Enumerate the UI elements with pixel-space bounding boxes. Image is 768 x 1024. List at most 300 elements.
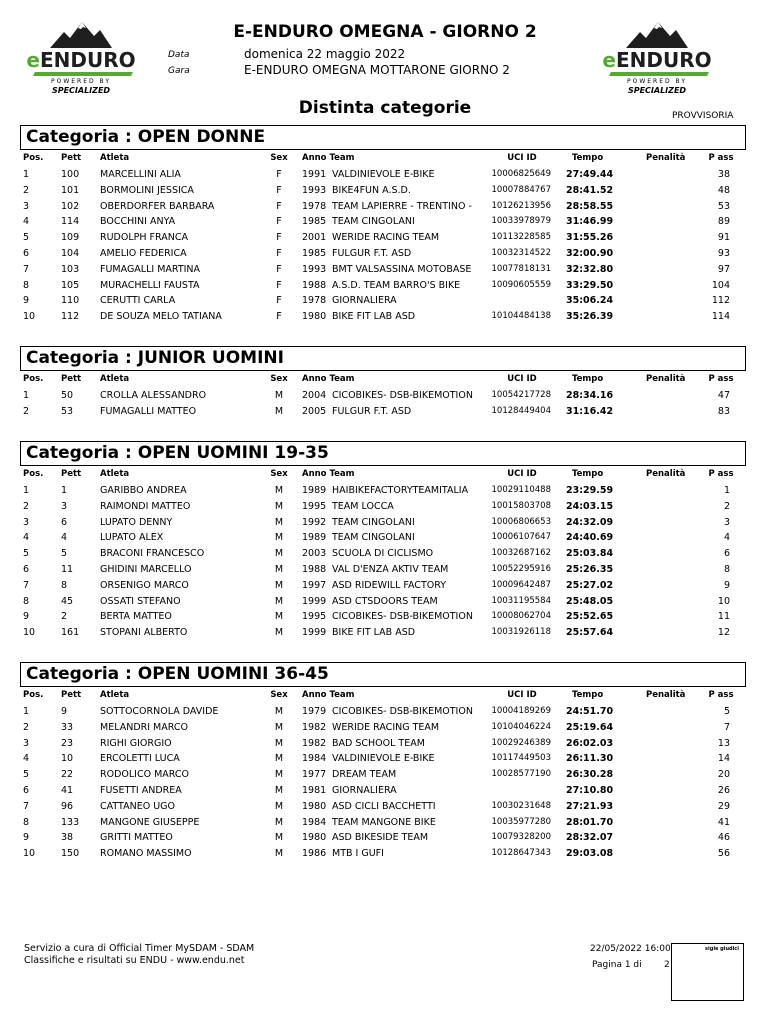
mountain-icon	[626, 22, 688, 48]
bib-cell: 33	[61, 721, 74, 733]
sex-cell: M	[274, 848, 284, 860]
overall-rank-cell: 104	[711, 279, 730, 291]
team-cell: CICOBIKES- DSB-BIKEMOTION	[332, 611, 473, 623]
status-label: PROVVISORIA	[672, 111, 734, 121]
position-cell: 9	[23, 832, 30, 844]
overall-rank-cell: 8	[723, 563, 730, 575]
athlete-cell: FUSETTI ANDREA	[100, 784, 182, 796]
overall-rank-cell: 3	[723, 516, 730, 528]
year-cell: 1993	[302, 184, 327, 196]
position-cell: 7	[23, 579, 30, 591]
column-header-sex: Sex	[270, 153, 288, 163]
time-cell: 24:51.70	[566, 706, 614, 717]
athlete-cell: FUMAGALLI MARTINA	[100, 263, 201, 275]
overall-rank-cell: 47	[717, 390, 730, 401]
position-cell: 5	[23, 548, 30, 560]
year-cell: 1984	[302, 816, 327, 828]
team-cell: TEAM CINGOLANI	[332, 532, 415, 544]
team-cell: GIORNALIERA	[332, 784, 397, 796]
year-cell: 1986	[302, 848, 327, 860]
bib-cell: 103	[61, 263, 80, 275]
team-cell: WERIDE RACING TEAM	[332, 721, 440, 733]
athlete-cell: GHIDINI MARCELLO	[100, 563, 192, 575]
time-cell: 28:32.07	[566, 832, 614, 844]
table-row	[20, 166, 746, 182]
position-cell: 10	[23, 848, 36, 860]
athlete-cell: CROLLA ALESSANDRO	[100, 390, 207, 401]
year-cell: 1980	[302, 832, 327, 844]
overall-rank-cell: 2	[723, 500, 730, 512]
overall-rank-cell: 83	[717, 405, 730, 417]
team-cell: DREAM TEAM	[332, 769, 397, 781]
signature-box	[671, 943, 744, 1001]
year-cell: 1995	[302, 611, 327, 623]
position-cell: 1	[23, 706, 30, 717]
year-cell: 1982	[302, 737, 327, 749]
time-cell: 25:26.35	[566, 563, 614, 575]
overall-rank-cell: 1	[723, 485, 730, 496]
sex-cell: M	[274, 706, 284, 717]
uci-id-cell: 10054217728	[491, 390, 551, 400]
athlete-cell: BRACONI FRANCESCO	[100, 548, 205, 560]
overall-rank-cell: 48	[717, 184, 730, 196]
table-row	[20, 387, 746, 403]
time-cell: 31:55.26	[566, 232, 614, 244]
sex-cell: F	[276, 295, 282, 307]
time-cell: 28:41.52	[566, 184, 614, 196]
column-header-atleta: Atleta	[100, 153, 130, 163]
column-header-uci: UCI ID	[507, 469, 537, 479]
uci-id-cell: 10128449404	[491, 405, 551, 416]
year-cell: 1992	[302, 516, 327, 528]
column-header-sex: Sex	[270, 469, 288, 479]
column-header-pos: Pos.	[23, 374, 44, 384]
uci-id-cell: 10090605559	[491, 279, 551, 290]
athlete-cell: RUDOLPH FRANCA	[100, 232, 188, 244]
time-cell: 25:19.64	[566, 721, 614, 733]
uci-id-cell: 10029110488	[491, 485, 551, 495]
table-row	[20, 308, 746, 324]
time-cell: 23:29.59	[566, 485, 614, 496]
table-row	[20, 766, 746, 782]
table-row	[20, 829, 746, 845]
time-cell: 29:03.08	[566, 848, 614, 860]
logo-brand: SPECIALIZED	[51, 86, 111, 95]
sex-cell: M	[274, 500, 284, 512]
year-cell: 1997	[302, 579, 327, 591]
overall-rank-cell: 29	[717, 800, 730, 812]
bib-cell: 38	[61, 832, 74, 844]
overall-rank-cell: 4	[723, 532, 730, 544]
column-header-pett: Pett	[61, 469, 82, 479]
overall-rank-cell: 114	[711, 311, 730, 323]
overall-rank-cell: 91	[717, 232, 730, 244]
overall-rank-cell: 7	[723, 721, 730, 733]
position-cell: 5	[23, 232, 30, 244]
time-cell: 26:02.03	[566, 737, 614, 749]
bib-cell: 11	[61, 563, 74, 575]
bib-cell: 112	[61, 311, 80, 323]
time-cell: 25:27.02	[566, 579, 614, 591]
overall-rank-cell: 53	[717, 200, 730, 212]
overall-rank-cell: 11	[717, 611, 730, 623]
bib-cell: 161	[61, 627, 80, 639]
logo-swoosh	[609, 72, 709, 76]
bib-cell: 50	[61, 390, 74, 401]
overall-rank-cell: 26	[717, 784, 730, 796]
athlete-cell: BOCCHINI ANYA	[100, 216, 176, 228]
time-cell: 24:03.15	[566, 500, 614, 512]
column-header-pass: P ass	[708, 690, 734, 700]
sex-cell: M	[274, 532, 284, 544]
time-cell: 33:29.50	[566, 279, 614, 291]
category-title: Categoria : OPEN UOMINI 19-35	[20, 441, 746, 466]
overall-rank-cell: 112	[711, 295, 730, 307]
table-row	[20, 798, 746, 814]
sex-cell: F	[276, 200, 282, 212]
time-cell: 31:46.99	[566, 216, 614, 228]
overall-rank-cell: 13	[717, 737, 730, 749]
sex-cell: M	[274, 737, 284, 749]
team-cell: VALDINIEVOLE E-BIKE	[332, 753, 435, 765]
uci-id-cell: 10113228585	[491, 232, 551, 243]
uci-id-cell: 10031926118	[491, 627, 551, 638]
sex-cell: F	[276, 184, 282, 196]
bib-cell: 2	[61, 611, 68, 623]
uci-id-cell: 10128647343	[491, 848, 551, 859]
sex-cell: M	[274, 627, 284, 639]
data-label: Data	[168, 50, 190, 60]
athlete-cell: MANGONE GIUSEPPE	[100, 816, 200, 828]
year-cell: 2001	[302, 232, 327, 244]
column-header-pos: Pos.	[23, 153, 44, 163]
table-row	[20, 182, 746, 198]
page-total: 2	[664, 960, 670, 970]
table-row	[20, 703, 746, 719]
column-header-anno-team: Anno Team	[302, 374, 355, 384]
time-cell: 27:10.80	[566, 784, 614, 796]
bib-cell: 45	[61, 595, 74, 607]
overall-rank-cell: 93	[717, 247, 730, 259]
column-header-pett: Pett	[61, 153, 82, 163]
year-cell: 1980	[302, 311, 327, 323]
uci-id-cell: 10004189269	[491, 706, 551, 716]
time-cell: 26:11.30	[566, 753, 614, 765]
time-cell: 24:40.69	[566, 532, 614, 544]
team-cell: BIKE FIT LAB ASD	[332, 311, 416, 323]
position-cell: 3	[23, 200, 30, 212]
gara-label: Gara	[168, 66, 190, 76]
overall-rank-cell: 97	[717, 263, 730, 275]
year-cell: 1989	[302, 485, 327, 496]
athlete-cell: MURACHELLI FAUSTA	[100, 279, 200, 291]
athlete-cell: FUMAGALLI MATTEO	[100, 405, 197, 417]
athlete-cell: ORSENIGO MARCO	[100, 579, 189, 591]
time-cell: 27:49.44	[566, 169, 614, 180]
footer-service: Servizio a cura di Official Timer MySDAM - SDAM	[24, 943, 255, 954]
column-header-anno-team: Anno Team	[302, 153, 355, 163]
team-cell: MTB I GUFI	[332, 848, 384, 860]
uci-id-cell: 10032314522	[491, 247, 551, 258]
bib-cell: 114	[61, 216, 80, 228]
team-cell: HAIBIKEFACTORYTEAMITALIA	[332, 485, 469, 496]
position-cell: 10	[23, 627, 36, 639]
year-cell: 1993	[302, 263, 327, 275]
athlete-cell: AMELIO FEDERICA	[100, 247, 187, 259]
year-cell: 1977	[302, 769, 327, 781]
time-cell: 27:21.93	[566, 800, 614, 812]
category-section	[20, 662, 746, 861]
bib-cell: 8	[61, 579, 68, 591]
column-header-atleta: Atleta	[100, 374, 130, 384]
column-header-pass: P ass	[708, 374, 734, 384]
athlete-cell: OSSATI STEFANO	[100, 595, 181, 607]
logo-powered-by: POWERED BY	[626, 78, 687, 85]
team-cell: SCUOLA DI CICLISMO	[332, 548, 434, 560]
column-header-pett: Pett	[61, 690, 82, 700]
time-cell: 28:58.55	[566, 200, 614, 212]
year-cell: 1979	[302, 706, 327, 717]
athlete-cell: ROMANO MASSIMO	[100, 848, 192, 860]
athlete-cell: RIGHI GIORGIO	[100, 737, 172, 749]
event-title: E-ENDURO OMEGNA - GIORNO 2	[233, 22, 537, 42]
bib-cell: 150	[61, 848, 80, 860]
enduro-logo-right	[602, 22, 712, 96]
athlete-cell: LUPATO DENNY	[100, 516, 173, 528]
column-header-atleta: Atleta	[100, 690, 130, 700]
sex-cell: F	[276, 279, 282, 291]
sex-cell: F	[276, 232, 282, 244]
table-row	[20, 403, 746, 419]
column-header-row	[20, 687, 746, 703]
sex-cell: F	[276, 216, 282, 228]
column-header-anno-team: Anno Team	[302, 690, 355, 700]
sex-cell: M	[274, 563, 284, 575]
year-cell: 1984	[302, 753, 327, 765]
uci-id-cell: 10029246389	[491, 737, 551, 748]
year-cell: 1985	[302, 247, 327, 259]
position-cell: 3	[23, 737, 30, 749]
year-cell: 1988	[302, 563, 327, 575]
logo-wordmark: eENDURO	[26, 48, 136, 72]
year-cell: 1981	[302, 784, 327, 796]
team-cell: FULGUR F.T. ASD	[332, 405, 412, 417]
table-row	[20, 514, 746, 530]
overall-rank-cell: 14	[717, 753, 730, 765]
uci-id-cell: 10079328200	[491, 832, 551, 843]
year-cell: 1999	[302, 627, 327, 639]
sex-cell: M	[274, 784, 284, 796]
sex-cell: M	[274, 800, 284, 812]
column-header-pass: P ass	[708, 153, 734, 163]
time-cell: 26:30.28	[566, 769, 614, 781]
overall-rank-cell: 89	[717, 216, 730, 228]
bib-cell: 105	[61, 279, 80, 291]
category-section	[20, 346, 746, 419]
uci-id-cell: 10006825649	[491, 169, 551, 179]
uci-id-cell: 10030231648	[491, 800, 551, 811]
bib-cell: 96	[61, 800, 74, 812]
team-cell: BIKE FIT LAB ASD	[332, 627, 416, 639]
time-cell: 32:00.90	[566, 247, 614, 259]
bib-cell: 133	[61, 816, 80, 828]
team-cell: A.S.D. TEAM BARRO'S BIKE	[332, 279, 461, 291]
mountain-icon	[50, 22, 112, 48]
position-cell: 2	[23, 500, 30, 512]
time-cell: 35:06.24	[566, 295, 614, 307]
athlete-cell: ERCOLETTI LUCA	[100, 753, 180, 765]
uci-id-cell: 10008062704	[491, 611, 551, 622]
table-row	[20, 261, 746, 277]
bib-cell: 9	[61, 706, 68, 717]
sex-cell: M	[274, 753, 284, 765]
athlete-cell: SOTTOCORNOLA DAVIDE	[100, 706, 219, 717]
time-cell: 28:01.70	[566, 816, 614, 828]
position-cell: 6	[23, 784, 30, 796]
sex-cell: M	[274, 769, 284, 781]
uci-id-cell: 10006107647	[491, 532, 551, 543]
year-cell: 2003	[302, 548, 327, 560]
overall-rank-cell: 6	[723, 548, 730, 560]
sex-cell: M	[274, 721, 284, 733]
athlete-cell: RAIMONDI MATTEO	[100, 500, 191, 512]
table-row	[20, 593, 746, 609]
table-row	[20, 624, 746, 640]
category-title: Categoria : OPEN DONNE	[20, 125, 746, 150]
overall-rank-cell: 9	[723, 579, 730, 591]
column-header-uci: UCI ID	[507, 374, 537, 384]
position-cell: 5	[23, 769, 30, 781]
bib-cell: 104	[61, 247, 80, 259]
column-header-atleta: Atleta	[100, 469, 130, 479]
uci-id-cell: 10032687162	[491, 548, 551, 559]
overall-rank-cell: 20	[717, 769, 730, 781]
time-cell: 31:16.42	[566, 405, 614, 417]
year-cell: 2005	[302, 405, 327, 417]
time-cell: 24:32.09	[566, 516, 614, 528]
team-cell: TEAM CINGOLANI	[332, 216, 415, 228]
position-cell: 9	[23, 611, 30, 623]
table-row	[20, 782, 746, 798]
column-header-tempo: Tempo	[572, 153, 604, 163]
column-header-row	[20, 371, 746, 387]
table-row	[20, 245, 746, 261]
year-cell: 1978	[302, 200, 327, 212]
table-row	[20, 482, 746, 498]
bib-cell: 100	[61, 169, 80, 180]
position-cell: 4	[23, 753, 30, 765]
team-cell: VALDINIEVOLE E-BIKE	[332, 169, 435, 180]
athlete-cell: MELANDRI MARCO	[100, 721, 188, 733]
column-header-tempo: Tempo	[572, 374, 604, 384]
athlete-cell: LUPATO ALEX	[100, 532, 164, 544]
bib-cell: 41	[61, 784, 74, 796]
uci-id-cell: 10028577190	[491, 769, 551, 780]
bib-cell: 110	[61, 295, 80, 307]
time-cell: 28:34.16	[566, 390, 614, 401]
athlete-cell: OBERDORFER BARBARA	[100, 200, 215, 212]
uci-id-cell: 10031195584	[491, 595, 551, 606]
team-cell: GIORNALIERA	[332, 295, 397, 307]
team-cell: TEAM MANGONE BIKE	[332, 816, 436, 828]
position-cell: 2	[23, 405, 30, 417]
table-row	[20, 545, 746, 561]
team-cell: TEAM LOCCA	[332, 500, 394, 512]
column-header-pett: Pett	[61, 374, 82, 384]
column-header-sex: Sex	[270, 690, 288, 700]
sex-cell: M	[274, 579, 284, 591]
table-row	[20, 292, 746, 308]
year-cell: 1978	[302, 295, 327, 307]
bib-cell: 6	[61, 516, 68, 528]
uci-id-cell: 10007884767	[491, 184, 551, 195]
bib-cell: 22	[61, 769, 74, 781]
sex-cell: F	[276, 263, 282, 275]
table-row	[20, 608, 746, 624]
sex-cell: M	[274, 405, 284, 417]
time-cell: 25:57.64	[566, 627, 614, 639]
uci-id-cell: 10015803708	[491, 500, 551, 511]
table-row	[20, 213, 746, 229]
team-cell: ASD BIKESIDE TEAM	[332, 832, 429, 844]
column-header-pos: Pos.	[23, 469, 44, 479]
team-cell: ASD CTSDOORS TEAM	[332, 595, 438, 607]
team-cell: ASD CICLI BACCHETTI	[332, 800, 436, 812]
sex-cell: M	[274, 595, 284, 607]
table-row	[20, 577, 746, 593]
team-cell: CICOBIKES- DSB-BIKEMOTION	[332, 390, 473, 401]
footer-results: Classifiche e risultati su ENDU - www.endu.net	[24, 955, 245, 966]
column-header-pass: P ass	[708, 469, 734, 479]
uci-id-cell: 10104484138	[491, 311, 551, 322]
time-cell: 25:52.65	[566, 611, 614, 623]
bib-cell: 4	[61, 532, 68, 544]
position-cell: 7	[23, 263, 30, 275]
uci-id-cell: 10052295916	[491, 563, 551, 574]
table-row	[20, 198, 746, 214]
overall-rank-cell: 5	[723, 706, 730, 717]
sex-cell: M	[274, 516, 284, 528]
table-row	[20, 229, 746, 245]
position-cell: 8	[23, 816, 30, 828]
position-cell: 4	[23, 216, 30, 228]
athlete-cell: STOPANI ALBERTO	[100, 627, 188, 639]
category-section	[20, 441, 746, 640]
table-row	[20, 498, 746, 514]
uci-id-cell: 10104046224	[491, 721, 551, 732]
overall-rank-cell: 41	[717, 816, 730, 828]
column-header-penalita: Penalità	[646, 153, 686, 163]
time-cell: 32:32.80	[566, 263, 614, 275]
sex-cell: M	[274, 832, 284, 844]
athlete-cell: GRITTI MATTEO	[100, 832, 173, 844]
position-cell: 7	[23, 800, 30, 812]
team-cell: TEAM CINGOLANI	[332, 516, 415, 528]
year-cell: 1999	[302, 595, 327, 607]
bib-cell: 53	[61, 405, 74, 417]
year-cell: 1982	[302, 721, 327, 733]
position-cell: 2	[23, 184, 30, 196]
table-row	[20, 719, 746, 735]
signature-label: sigle giudici	[705, 946, 739, 952]
column-header-tempo: Tempo	[572, 690, 604, 700]
column-header-uci: UCI ID	[507, 690, 537, 700]
table-row	[20, 735, 746, 751]
year-cell: 1988	[302, 279, 327, 291]
time-cell: 35:26.39	[566, 311, 614, 323]
team-cell: TEAM LAPIERRE - TRENTINO -	[332, 200, 472, 212]
uci-id-cell: 10126213956	[491, 200, 551, 211]
